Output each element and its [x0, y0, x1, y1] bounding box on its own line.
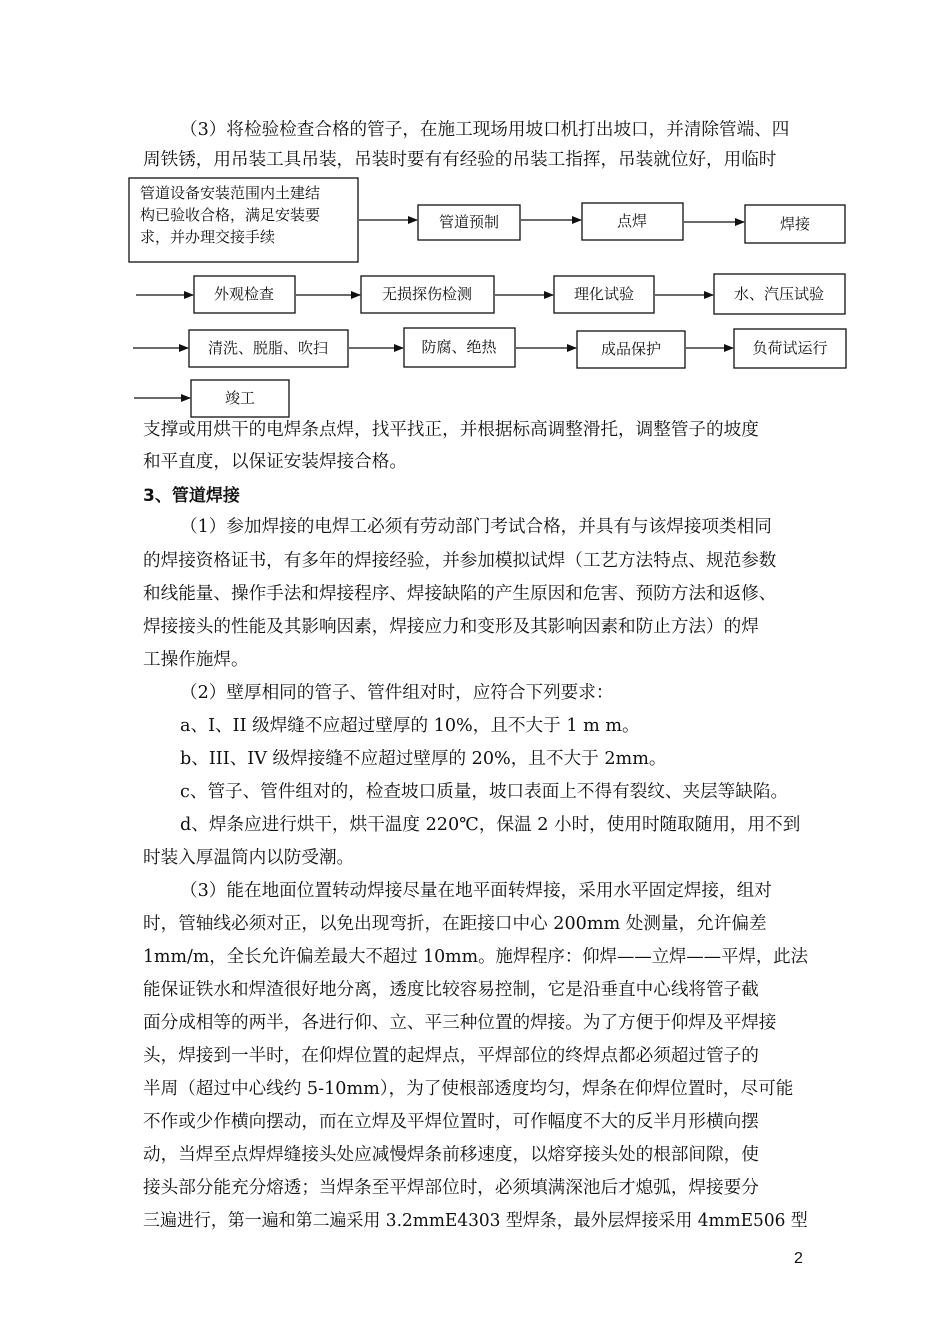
flow-step-label: 管道预制 — [438, 213, 500, 231]
text-line: 支撑或用烘干的电焊条点焊，找平找正，并根据标高调整滑托，调整管子的坡度 — [143, 420, 759, 440]
flow-step-label: 竣工 — [224, 389, 256, 407]
text-line: （2）壁厚相同的管子、管件组对时，应符合下列要求： — [180, 683, 614, 703]
text-line: （1）参加焊接的电焊工必须有劳动部门考试合格，并具有与该焊接项类相同 — [180, 517, 772, 537]
installation-flowchart — [0, 0, 950, 420]
text-line: b、III、IV 级焊接缝不应超过壁厚的 20%，且不大于 2mm。 — [180, 749, 667, 769]
text-line: 焊接接头的性能及其影响因素，焊接应力和变形及其影响因素和防止方法）的焊 — [143, 617, 759, 637]
text-line: 和平直度，以保证安装焊接合格。 — [143, 452, 407, 472]
section-heading: 3、管道焊接 — [143, 486, 240, 506]
flow-start-line: 构已验收合格，满足安装要 — [140, 206, 321, 224]
text-line: （3）能在地面位置转动焊接尽量在地平面转焊接，采用水平固定焊接，组对 — [180, 881, 772, 901]
flow-start-line: 求，并办理交接手续 — [140, 228, 276, 246]
text-line: 时装入厚温筒内以防受潮。 — [143, 848, 355, 868]
text-line: 动，当焊至点焊焊缝接头处应减慢焊条前移速度，以熔穿接头处的根部间隙，使 — [143, 1145, 759, 1165]
text-line: 接头部分能充分熔透；当焊条至平焊部位时，必须填满深池后才熄弧，焊接要分 — [143, 1178, 759, 1198]
text-line: 头，焊接到一半时，在仰焊位置的起焊点，平焊部位的终焊点都必须超过管子的 — [143, 1046, 759, 1066]
text-line: a、I、II 级焊缝不应超过壁厚的 10%，且不大于 1 m m。 — [180, 716, 640, 736]
text-line: 三遍进行，第一遍和第二遍采用 3.2mmE4303 型焊条，最外层焊接采用 4mmE506 型 — [143, 1211, 808, 1231]
flow-step-label: 外观检查 — [213, 285, 275, 303]
text-line: 能保证铁水和焊渣很好地分离，透度比较容易控制，它是沿垂直中心线将管子截 — [143, 980, 759, 1000]
page-number: 2 — [794, 1250, 803, 1267]
flow-step-label: 水、汽压试验 — [733, 285, 825, 303]
flow-step-label: 清洗、脱脂、吹扫 — [207, 339, 329, 357]
flow-start-line: 管道设备安装范围内土建结 — [140, 184, 321, 202]
text-line: 面分成相等的两半，各进行仰、立、平三种位置的焊接。为了方便于仰焊及平焊接 — [143, 1013, 777, 1033]
text-line: 周铁锈，用吊装工具吊装，吊装时要有有经验的吊装工指挥，吊装就位好，用临时 — [143, 150, 777, 170]
text-line: 半周（超过中心线约 5-10mm），为了使根部透度均匀，焊条在仰焊位置时，尽可能 — [143, 1079, 794, 1099]
flow-step-label: 成品保护 — [600, 340, 662, 358]
flow-step-label: 焊接 — [779, 215, 811, 233]
text-line: 工操作施焊。 — [143, 650, 249, 670]
flow-step-label: 防腐、绝热 — [421, 338, 497, 356]
text-line: 时，管轴线必须对正，以免出现弯折，在距接口中心 200mm 处测量，允许偏差 — [143, 914, 767, 934]
text-line: 的焊接资格证书，有多年的焊接经验，并参加模拟试焊（工艺方法特点、规范参数 — [143, 551, 777, 571]
text-line: c、管子、管件组对的，检查坡口质量，坡口表面上不得有裂纹、夹层等缺陷。 — [180, 782, 789, 802]
text-line: 不作或少作横向摆动，而在立焊及平焊位置时，可作幅度不大的反半月形横向摆 — [143, 1112, 759, 1132]
text-line: 1mm/m，全长允许偏差最大不超过 10mm。施焊程序：仰焊——立焊——平焊，此法 — [143, 947, 808, 967]
text-line: （3）将检验检查合格的管子，在施工现场用坡口机打出坡口，并清除管端、四 — [180, 120, 790, 140]
flow-step-label: 理化试验 — [573, 285, 635, 303]
flow-step-label: 无损探伤检测 — [381, 285, 473, 303]
flow-step-label: 负荷试运行 — [752, 339, 828, 357]
flow-step-label: 点焊 — [616, 212, 648, 230]
text-line: d、焊条应进行烘干，烘干温度 220℃，保温 2 小时，使用时随取随用，用不到 — [180, 815, 801, 835]
text-line: 和线能量、操作手法和焊接程序、焊接缺陷的产生原因和危害、预防方法和返修、 — [143, 584, 777, 604]
